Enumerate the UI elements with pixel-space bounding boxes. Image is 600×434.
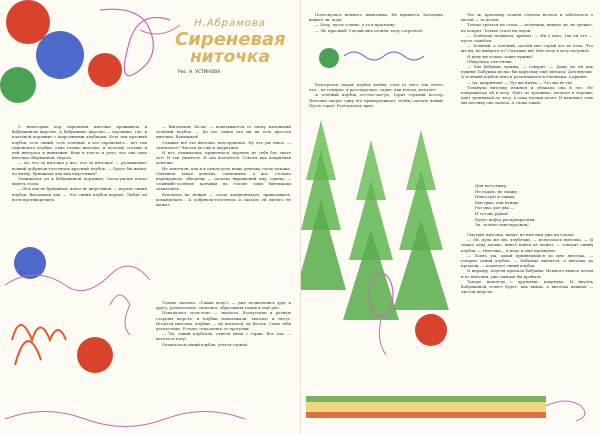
paragraph: Покачалась тузы-лепо — надоело. Распустили в разную стороны шерсть, и клубки наматывали, хватают и несут. Носится ниточка, клубки, — ну кататься, ну бегать. Сами себя распустили. Устали, отказались от прогулки. [156, 310, 291, 332]
paragraph: — Ах, капризная! — Тут же нитка — Это мы не ты! [467, 79, 573, 85]
paragraph: — Зелёный, а зелёный, сделай мне серый лес из ёлок. Что же вы, не выйдете-то? Скучные вы! Мне хочу в лесу погулять. [461, 43, 593, 54]
blue-ball [36, 31, 84, 79]
poem-line: Эх, зелёно-сине-красная! [475, 222, 529, 228]
title-line-2: ниточка [190, 47, 270, 67]
poem [461, 183, 591, 228]
paragraph: — Ты, синий клубочек, отнеси меня с горки. Вот так, — кататься хочу! [156, 331, 291, 342]
paragraph: Размотался синий клубок, улёгся горкой. [162, 341, 249, 347]
paragraph: А зелёный клубок от-голо-ско-ро, горит горячий костер. Ниточка скорее одну его приворачивает, чтобы сделать новый. Пусть горит! Разгорелась ярко. [309, 92, 444, 108]
paragraph: — Ой, куда же мы, клубочки, — испугалась ниточка. — Я зашла одна далеко, никто найти не может, — говорит синий клубок. — Ниточка... А надо и ещё прохватит. [461, 237, 593, 253]
author-name: Н.Абрамова [194, 18, 266, 29]
paragraph: Полеснулась немного, вымоешка. Не нравится. Холодная, видите ли, вода. [309, 12, 444, 23]
left-column-2b [156, 300, 291, 347]
poem-line: Не гадаю, не скажу. [475, 188, 519, 194]
paragraph: Теперь навсегда с друзьями, накрепко. И внучек бабушкиной телеге будет: как никак, а ниточка важная — чистой шерсти. [461, 278, 593, 295]
paragraph: — Вигоневая! Ха-ха! — покатывается со смеху маленький зелёный клубок. — Да это самая что ни на есть простая ниточка. Бумажная! [156, 124, 291, 140]
right-page [300, 0, 600, 434]
paragraph: И вправду, неделя пропала бабушка. Немного вышло потом и из ниточки, уже ожидая бы пребыть. [461, 268, 593, 279]
poem-line: Раз-два, раз-два — [475, 205, 515, 211]
right-column-2b [461, 232, 593, 294]
poem-line: Навострю я спицы, [475, 194, 516, 200]
paragraph: Толкнула ниточку нежной и убежала она в лес. Не понравилось ей в лесу. Идёт по тропинке, хлопает в ладоши, идёт тропинкой по лесу, а сама ёлочки хочет. И напевает стих мы песенку она запела. А слова такие: [461, 84, 593, 106]
paragraph: — Ладно уж, давай привязывайся ко мне ниточка, — говорит синий клубок. — Бабушка хватится, а ниточка да пропали, — помогает синий клубок. [461, 252, 593, 269]
paragraph: Только сказала: «Гамак хочу!» — уже подкатились друг к другу, размотались, сплелись, образовали гамак и ещё раз. [156, 300, 291, 311]
red-ball-lower [77, 337, 113, 373]
paragraph: Что ж, красному огонёк сделать велела и заботиться о малой — за делом. [461, 12, 593, 23]
paragraph: Заежжался он в бабушкиной корзинке, слаза-ушлая плохо видеть стала. [12, 176, 147, 187]
right-column-1 [309, 12, 444, 33]
paragraph: Не заметили, как и в самом деле наша девочка стала похожа. Смешная такая девочка, смешливая, а вот, столько карандашом, обведешь — сколько выражений ему, однако — славныбе-солёные кончики на голове сами бантиками завязались. [156, 165, 291, 192]
title-line-1: Сиреневая [175, 29, 286, 50]
paragraph: — Зелёному подвязал, кричит, — Ни у кого, так ей что — пусть самобом. [461, 32, 593, 44]
illustrator-credit: Рис. Н. УСТИНОВА [178, 70, 221, 75]
red-ball [6, 0, 50, 44]
bottom-thread [0, 404, 300, 434]
paragraph: — Хочу, пусть солнце, а то в красному: [315, 22, 396, 28]
green-ball [0, 67, 36, 103]
paragraph: — Эй, красный! Сделай мне огонёк, хочу согреться! [315, 27, 424, 33]
paragraph: — Вся она не бумажная, вовсе не шерстяная, — ворчит синий клубок. Вигоневая она. — Это синий клубок ворчит. Любит он всем противоречить. [12, 186, 147, 202]
paragraph: Только греться не стала — поленица, видите ли, не трещат, не искрят. Только стало на ледок. [461, 22, 593, 33]
paragraph: Разгорелся сырой клубок волны, стал от него так тепло, что... не говорил, я расстаралась, сидит, как всегда, мечтает. [309, 82, 444, 93]
paragraph: И вот, понимаешь, кривляться, корчить из себя бог знает что! И так ужмется. И так изогнётся. Совсем как капризная девочка. [156, 150, 291, 166]
right-column-1b [309, 82, 444, 108]
title-block [175, 18, 285, 66]
knitted-band [306, 388, 596, 428]
red-ball-2 [88, 53, 122, 87]
right-column-2 [461, 12, 593, 106]
red-ball-forest [415, 314, 447, 346]
left-column-1 [12, 124, 147, 202]
poem-line: И готово рукав! [475, 210, 509, 216]
blue-ball-lower [14, 247, 46, 279]
paragraph: И кону вы только такие нужны! [467, 53, 533, 59]
green-ball-right [319, 48, 339, 68]
water-illustration [309, 46, 444, 76]
paragraph: — Ах, что за ниточка у нас, что за ниточка! — размышляет всякий добрячок-толстячок красный клубок. — Будто бы нитка, по нитку, бумажная она или шерстяная? [12, 160, 147, 176]
poem-line: Будет кофта распрекрасная, [475, 216, 536, 222]
paragraph: Вскочила на ножки — стала капризничать, приказывать, командовать... А добрячок-толстячок и сказать ей ничего не может. [156, 191, 291, 208]
poem-line: Быстрые, как птицы. [475, 199, 520, 205]
paragraph: С некоторых пор сиреневая ниточка проживала в бабушкином царстве. А бабушкино царство — корзинка, где: в плетёной корзинке с шерстяными клубками. Есть там красный клубок, есть синий, есть зелёный, а вот сиреневого... нет там сиреневого клубка, одна только ниточка, и поэтому столько к ней интереса и внимания. Ведь в том-то и дело, что она одна ниточка оборванная, сирота. [12, 124, 147, 161]
forest-illustration [301, 120, 451, 400]
paragraph: Слышит всё это ниточка, возгордилась. Ну что уж такое, — заключает? Чистая да ещё и акуратная. [156, 139, 291, 150]
paragraph: Обиделись толстячки. [467, 58, 514, 64]
paragraph: Смотрит ниточка, видит: не ниточки уже на глазах. [467, 232, 575, 237]
poem-line: Для кого вяжу, [475, 183, 508, 188]
paragraph: — Мы бабушке нужны, — говорят. — Даже не ей как нужны! Бабушка из нас бы кофточку ещё связала! Для внучки. А зелёный клубок взял и разматывается ёлочками, а кричит. [461, 64, 593, 80]
left-column-2 [156, 124, 291, 207]
